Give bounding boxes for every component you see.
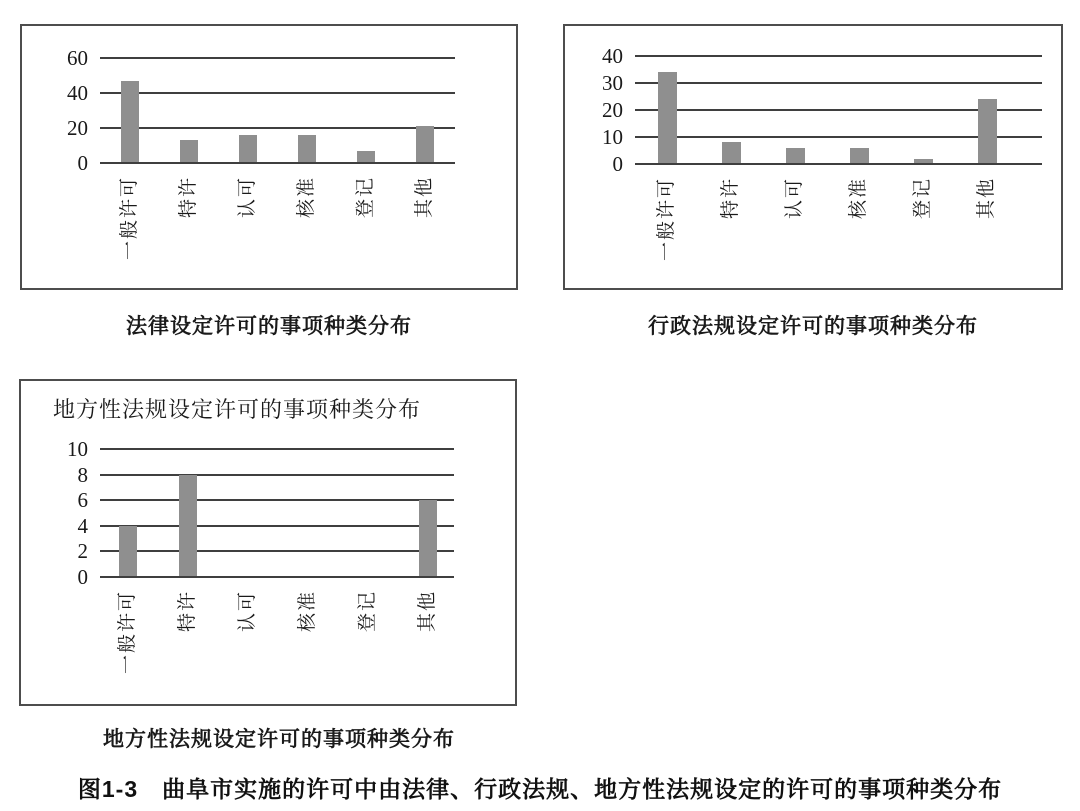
y-tick-label: 0 (77, 151, 88, 175)
gridline (100, 525, 454, 527)
caption-local-regulation-permits: 地方性法规设定许可的事项种类分布 (103, 728, 455, 751)
y-tick-label: 4 (77, 513, 88, 538)
bar-一般许可 (121, 81, 139, 163)
bar-一般许可 (119, 526, 137, 577)
x-axis-line (100, 162, 455, 164)
gridline (635, 82, 1042, 84)
y-tick-label: 0 (77, 565, 88, 589)
x-axis-line (635, 163, 1042, 165)
y-tick-label: 60 (67, 46, 88, 70)
y-tick-label: 30 (602, 71, 623, 95)
gridline (100, 474, 454, 476)
y-tick-label: 40 (602, 44, 623, 68)
y-tick-label: 0 (612, 152, 623, 176)
bar-其他 (419, 500, 437, 577)
caption-legal-permits: 法律设定许可的事项种类分布 (126, 315, 412, 338)
bar-认可 (239, 135, 257, 163)
y-tick-label: 20 (67, 116, 88, 140)
y-tick-label: 20 (602, 98, 623, 122)
chart-local-regulation-permits: 地方性法规设定许可的事项种类分布 0 2 4 6 8 10 一般许可 特许 认可 核准 登记 其他 (19, 379, 517, 706)
y-tick-label: 2 (77, 539, 88, 564)
y-tick-label: 10 (602, 125, 623, 149)
chart-title-local-regulation: 地方性法规设定许可的事项种类分布 (53, 397, 422, 422)
y-tick-label: 40 (67, 81, 88, 105)
bar-认可 (786, 148, 805, 164)
bar-核准 (298, 135, 316, 163)
gridline (100, 92, 455, 94)
gridline (100, 499, 454, 501)
y-tick-label: 6 (77, 488, 88, 513)
gridline (100, 448, 454, 450)
caption-admin-regulation-permits: 行政法规设定许可的事项种类分布 (648, 315, 978, 338)
bar-一般许可 (658, 72, 677, 164)
bar-核准 (850, 148, 869, 164)
bar-特许 (722, 142, 741, 164)
y-tick-label: 10 (67, 437, 88, 461)
gridline (100, 550, 454, 552)
chart-legal-permits: 0 20 40 60 一般许可 特许 认可 核准 登记 其他 (20, 24, 518, 290)
gridline (100, 127, 455, 129)
bar-其他 (978, 99, 997, 164)
bar-其他 (416, 126, 434, 163)
bar-特许 (179, 475, 197, 577)
bar-特许 (180, 140, 198, 163)
y-tick-label: 8 (77, 462, 88, 487)
gridline (635, 55, 1042, 57)
gridline (100, 57, 455, 59)
figure-caption: 图1-3 曲阜市实施的许可中由法律、行政法规、地方性法规设定的许可的事项种类分布 (77, 776, 1003, 802)
chart-admin-regulation-permits: 0 10 20 30 40 一般许可 特许 认可 核准 登记 其他 (563, 24, 1063, 290)
x-axis-line (100, 576, 454, 578)
